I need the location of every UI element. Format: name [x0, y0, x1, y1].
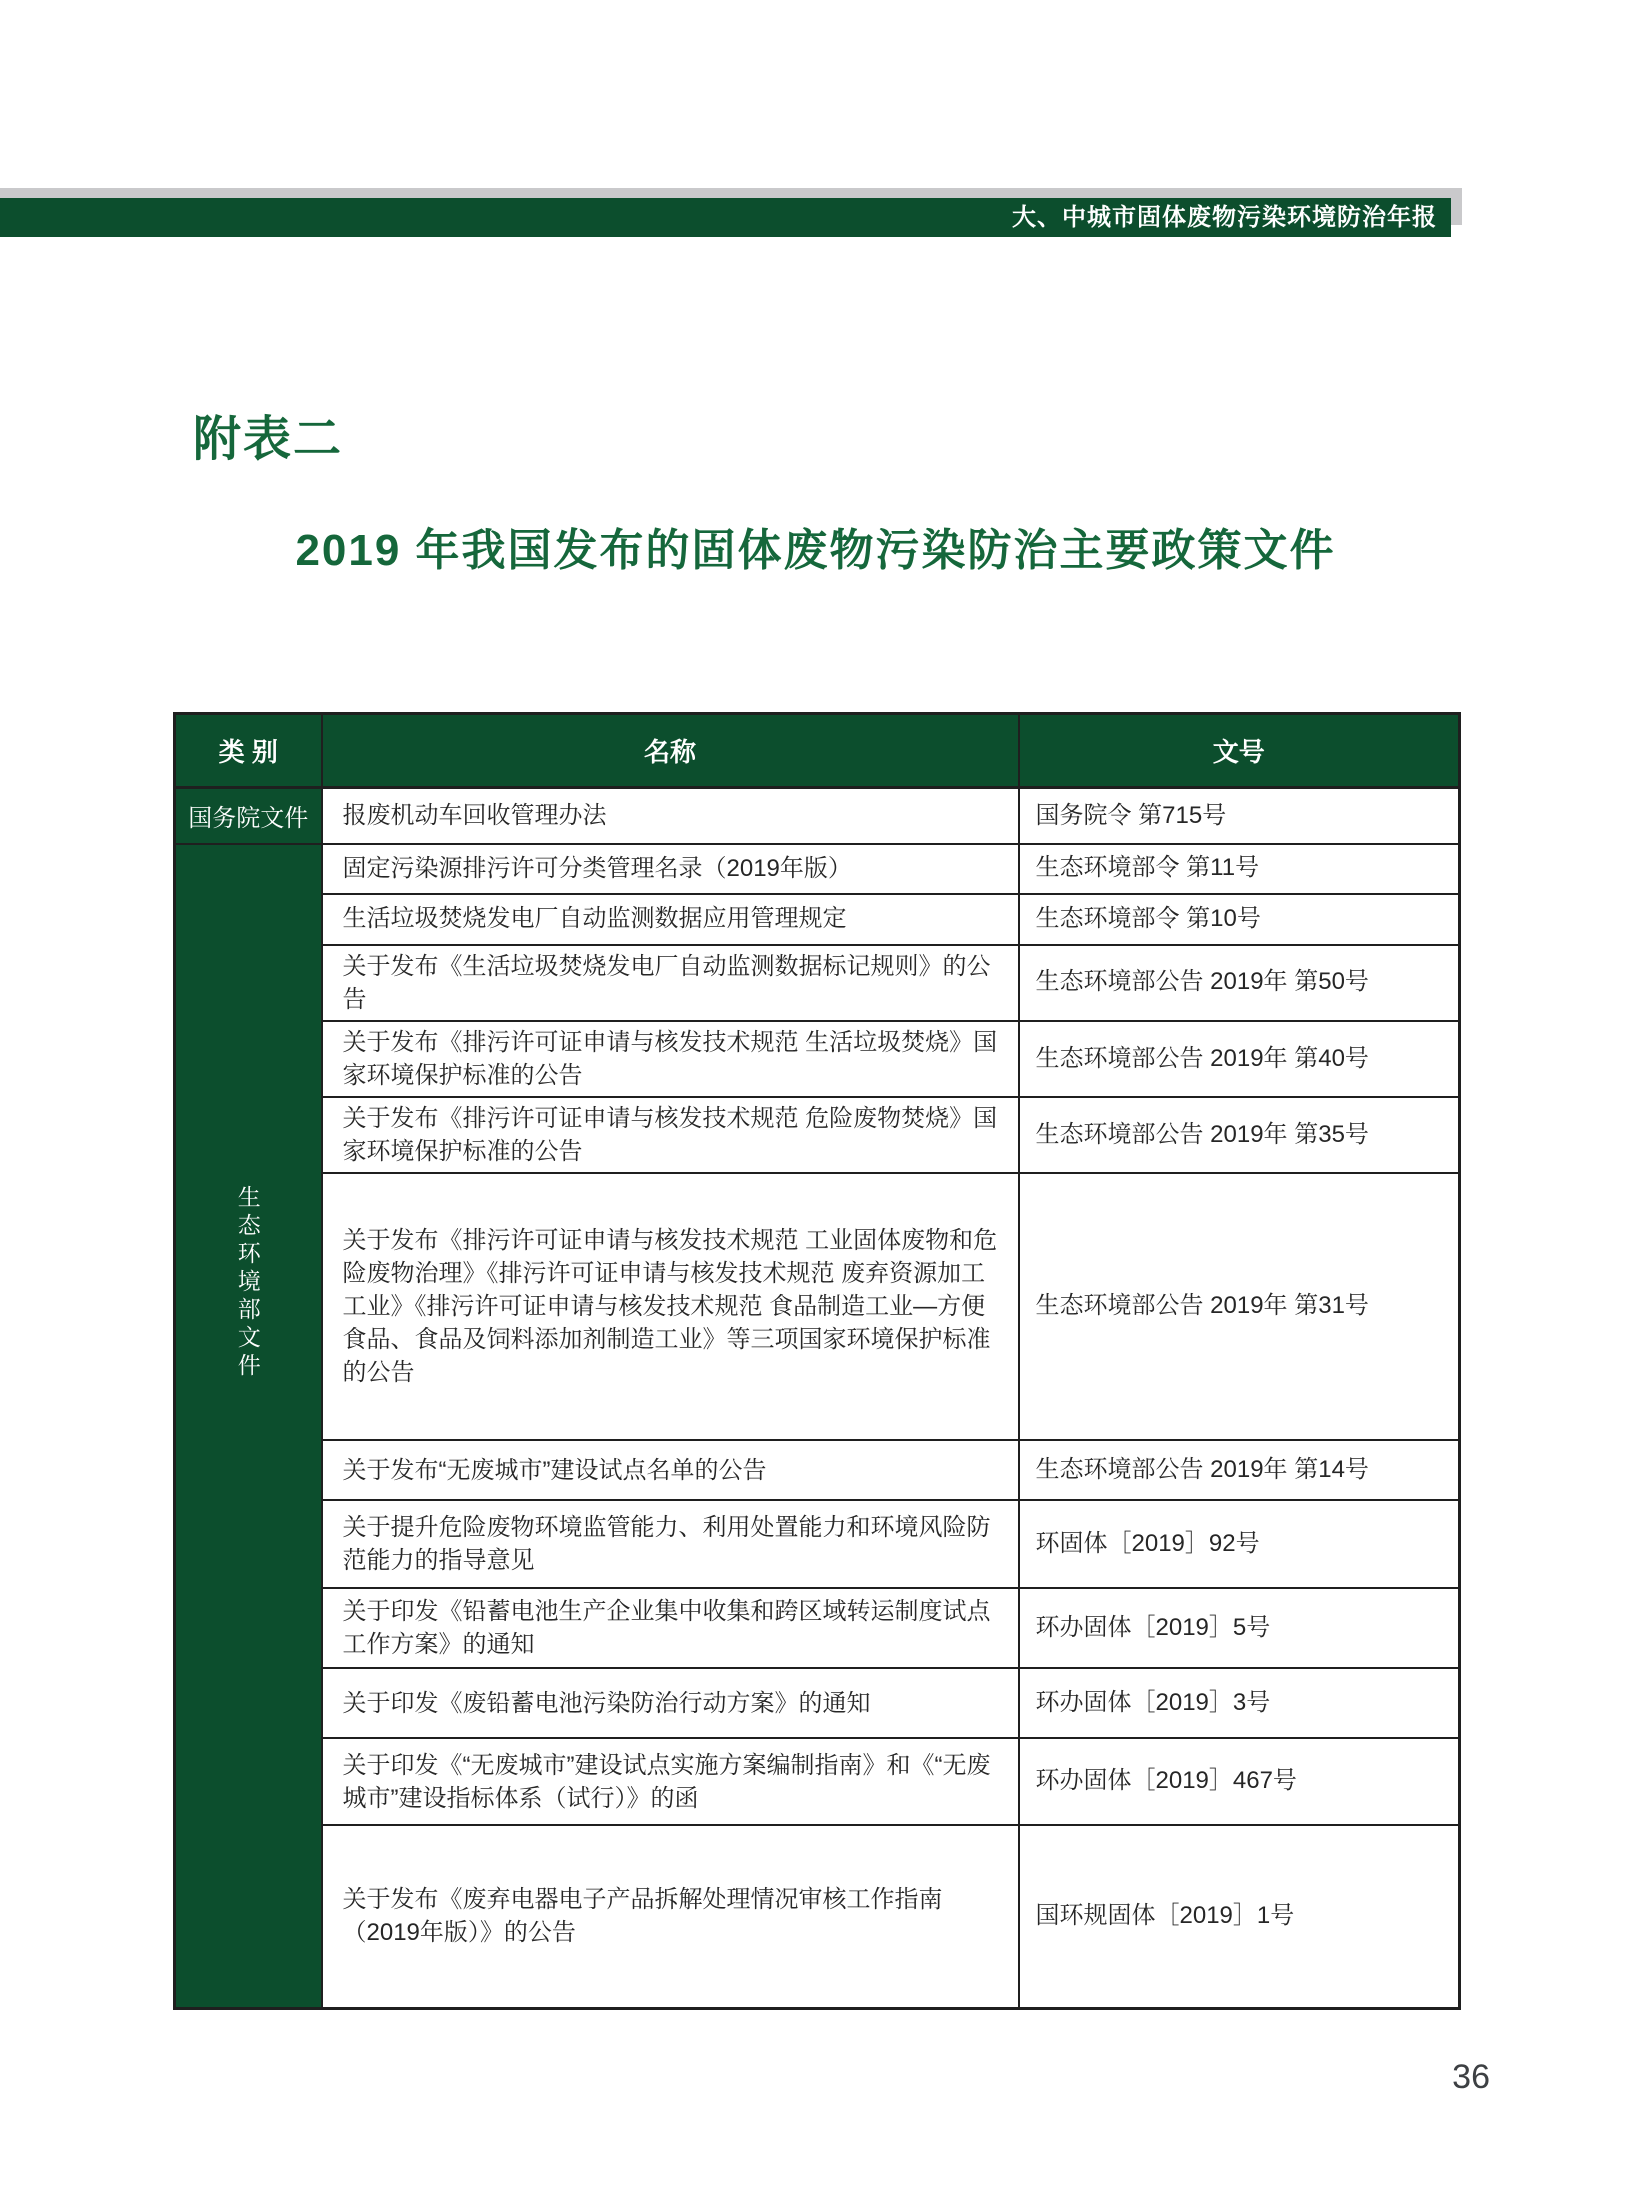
table-row	[175, 1668, 1460, 1738]
policy-name-cell: 关于印发《“无废城市”建设试点实施方案编制指南》和《“无废城市”建设指标体系（试行）》的函	[322, 1738, 1019, 1825]
category-vertical-label: 生态环境部文件	[234, 1184, 261, 1381]
doc-number-cell: 生态环境部公告 2019年 第31号	[1019, 1173, 1460, 1440]
column-header-doc-number: 文号	[1019, 714, 1460, 788]
page-header-bar: 大、中城市固体废物污染环境防治年报	[0, 198, 1451, 237]
page-number: 36	[1452, 2058, 1490, 2096]
policy-name-cell: 生活垃圾焚烧发电厂自动监测数据应用管理规定	[322, 894, 1019, 945]
policy-name-cell: 关于发布“无废城市”建设试点名单的公告	[322, 1440, 1019, 1500]
policy-name-cell: 关于发布《生活垃圾焚烧发电厂自动监测数据标记规则》的公告	[322, 945, 1019, 1021]
table-row	[175, 1825, 1460, 2008]
table-row	[175, 1440, 1460, 1500]
policy-name-cell: 关于提升危险废物环境监管能力、利用处置能力和环境风险防范能力的指导意见	[322, 1500, 1019, 1588]
category-cell-mee	[175, 844, 322, 2009]
category-cell-state-council: 国务院文件	[175, 788, 322, 844]
table-row	[175, 1738, 1460, 1825]
doc-number-cell: 国务院令 第715号	[1019, 788, 1460, 844]
appendix-label: 附表二	[193, 413, 344, 466]
table-row	[175, 1173, 1460, 1440]
doc-number-cell: 国环规固体［2019］1号	[1019, 1825, 1460, 2008]
doc-number-cell: 生态环境部公告 2019年 第50号	[1019, 945, 1460, 1021]
page-title: 2019 年我国发布的固体废物污染防治主要政策文件	[295, 526, 1336, 575]
doc-number-cell: 环办固体［2019］5号	[1019, 1588, 1460, 1668]
column-header-name: 名称	[322, 714, 1019, 788]
policy-name-cell: 关于发布《排污许可证申请与核发技术规范 工业固体废物和危险废物治理》《排污许可证申请与核发技术规范 废弃资源加工工业》《排污许可证申请与核发技术规范 食品制造工业—方便食品、食品及饲料添加剂制造工业》等三项国家环境保护标准的公告	[322, 1173, 1019, 1440]
table-header-row	[175, 714, 1460, 788]
table-row	[175, 844, 1460, 894]
policy-name-cell: 关于发布《排污许可证申请与核发技术规范 生活垃圾焚烧》国家环境保护标准的公告	[322, 1021, 1019, 1097]
policy-name-cell: 关于印发《废铅蓄电池污染防治行动方案》的通知	[322, 1668, 1019, 1738]
table-row	[175, 894, 1460, 945]
policy-name-cell: 报废机动车回收管理办法	[322, 788, 1019, 844]
table-row	[175, 1588, 1460, 1668]
table-row	[175, 788, 1460, 844]
table-row	[175, 1021, 1460, 1097]
doc-number-cell: 环固体［2019］92号	[1019, 1500, 1460, 1588]
doc-number-cell: 环办固体［2019］467号	[1019, 1738, 1460, 1825]
table-row	[175, 945, 1460, 1021]
doc-number-cell: 生态环境部公告 2019年 第14号	[1019, 1440, 1460, 1500]
policy-name-cell: 关于发布《废弃电器电子产品拆解处理情况审核工作指南（2019年版）》的公告	[322, 1825, 1019, 2008]
column-header-category: 类 别	[175, 714, 322, 788]
policy-name-cell: 关于印发《铅蓄电池生产企业集中收集和跨区域转运制度试点工作方案》的通知	[322, 1588, 1019, 1668]
doc-number-cell: 环办固体［2019］3号	[1019, 1668, 1460, 1738]
doc-number-cell: 生态环境部公告 2019年 第40号	[1019, 1021, 1460, 1097]
doc-number-cell: 生态环境部令 第11号	[1019, 844, 1460, 894]
policy-name-cell: 固定污染源排污许可分类管理名录（2019年版）	[322, 844, 1019, 894]
policy-table	[173, 712, 1461, 2010]
doc-number-cell: 生态环境部公告 2019年 第35号	[1019, 1097, 1460, 1173]
policy-name-cell: 关于发布《排污许可证申请与核发技术规范 危险废物焚烧》国家环境保护标准的公告	[322, 1097, 1019, 1173]
table-row	[175, 1097, 1460, 1173]
table-row	[175, 1500, 1460, 1588]
doc-number-cell: 生态环境部令 第10号	[1019, 894, 1460, 945]
